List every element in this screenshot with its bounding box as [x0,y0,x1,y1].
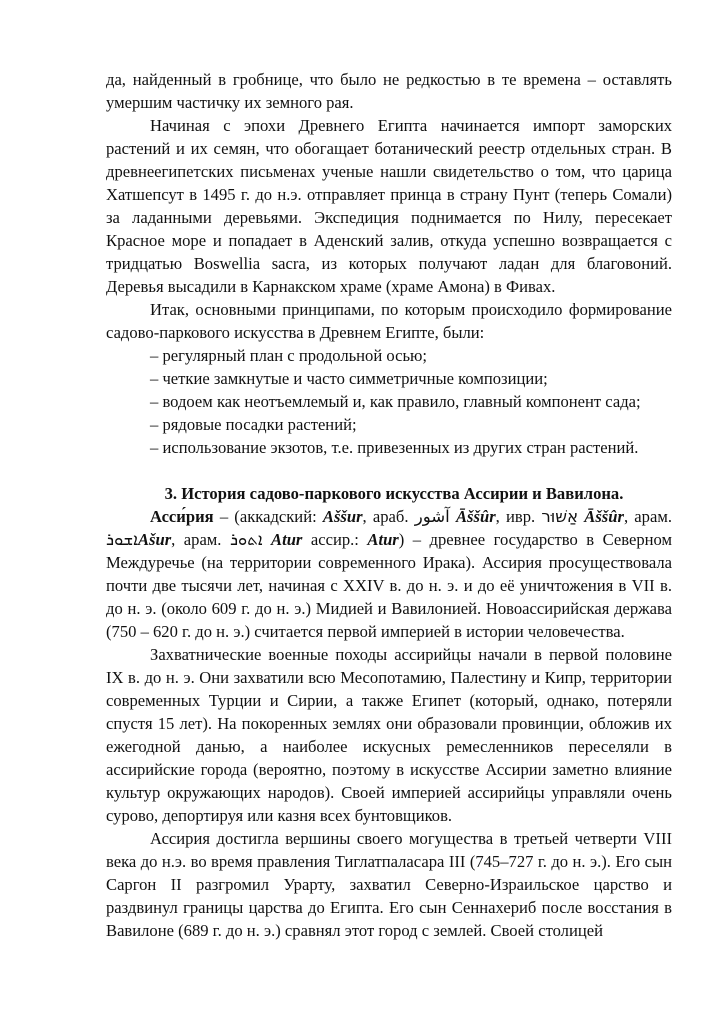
list-item: – регулярный план с продольной осью; [150,346,428,365]
paragraph-principles-intro: Итак, основными принципами, по которым происходило формирование садово-паркового искусства в Древнем Египте, были: [106,300,672,342]
hebrew-script: אַשּׁוּר [541,507,579,526]
section-heading: 3. История садово-паркового искусства Ассирии и Вавилона. [164,484,624,503]
hebrew-transliteration: Āššûr [584,507,624,526]
aramaic-script: ܐܬܘܪ [229,530,263,549]
assyrian-transliteration: Atur [367,530,399,549]
term-assyria: Асси́рия [150,507,214,526]
aramaic-transliteration: Ašur [137,530,172,549]
list-item: – использование экзотов, т.е. привезенных из других стран растений. [150,438,639,457]
paragraph-plant-import: Начиная с эпохи Древнего Египта начинается импорт заморских растений и их семян, что обогащает ботанический реестр отдельных стран. В древнеегипетских письменах ученые нашли свидетельство о том, что царица Хатшепсут в 1495 г. до н.э. отправляет принца в страну Пунт (теперь Сомали) за ладанными деревьями. Экспедиция поднимается по Нилу, пересекает Красное море и попадает в Аденский залив, откуда успешно возвращается с тридцатью Boswellia sacra, из которых получают ладан для благовоний. Деревья высадили в Карнакском храме (храме Амона) в Фивах. [106,116,672,296]
arabic-script: آشور [414,507,450,526]
text-fragment: , арам. [623,507,672,526]
akkadian-name: Aššur [322,507,363,526]
list-item: – четкие замкнутые и часто симметричные композиции; [150,369,548,388]
paragraph-conquests: Захватнические военные походы ассирийцы начали в первой половине IX в. до н. э. Они захватили всю Месопотамию, Палестину и Кипр, территории современных Турции и Сирии, а также Египет (который, однако, потеряли спустя 15 лет). На покоренных землях они образовали провинции, обложив их ежегодной данью, а наиболее искусных ремесленников переселяли в ассирийские города (вероятно, поэтому в искусстве Ассирии заметно влияние культур окружающих народов). Своей империей ассирийцы управляли очень сурово, депортируя или казня всех бунтовщиков. [106,645,672,825]
paragraph-tomb: да, найденный в гробнице, что было не редкостью в те времена – оставлять умершим частичку их земного рая. [106,70,672,112]
aramaic-transliteration: Atur [271,530,303,549]
paragraph-assyria-intro [106,505,672,643]
text-fragment: , ивр. [495,507,542,526]
principles-list [106,344,672,459]
aramaic-script: ܐܫܘܪ [106,530,138,549]
text-fragment: , арам. [171,530,230,549]
list-item: – водоем как неотъемлемый и, как правило, главный компонент сада; [150,392,641,411]
text-fragment: , араб. [362,507,415,526]
text-fragment: ) – древнее государство в Северном Междуречье (на территории современного Ирака). Ассирия просуществовала почти две тысячи лет, начиная с XXIV в. до н. э. и до её уничтожения в VII в. до н. э. (около 609 г. до н. э.) Мидией и Вавилонией. Новоассирийская держава (750 – 620 г. до н. э.) считается первой империей в истории человечества. [106,530,673,641]
list-item: – рядовые посадки растений; [150,415,357,434]
arabic-transliteration: Āššûr [455,507,496,526]
text-fragment: ассир.: [302,530,368,549]
document-page [106,68,672,942]
text-fragment: – (аккадский: [213,507,323,526]
paragraph-peak-power: Ассирия достигла вершины своего могущества в третьей четверти VIII века до н.э. во время правления Тиглатпаласара III (745–727 г. до н. э.). Его сын Саргон II разгромил Урарту, захватил Северно-Израильское царство и раздвинул границы царства до Египта. Его сын Сеннахериб после восстания в Вавилоне (689 г. до н. э.) сравнял этот город с землей. Своей столицей [106,829,672,940]
